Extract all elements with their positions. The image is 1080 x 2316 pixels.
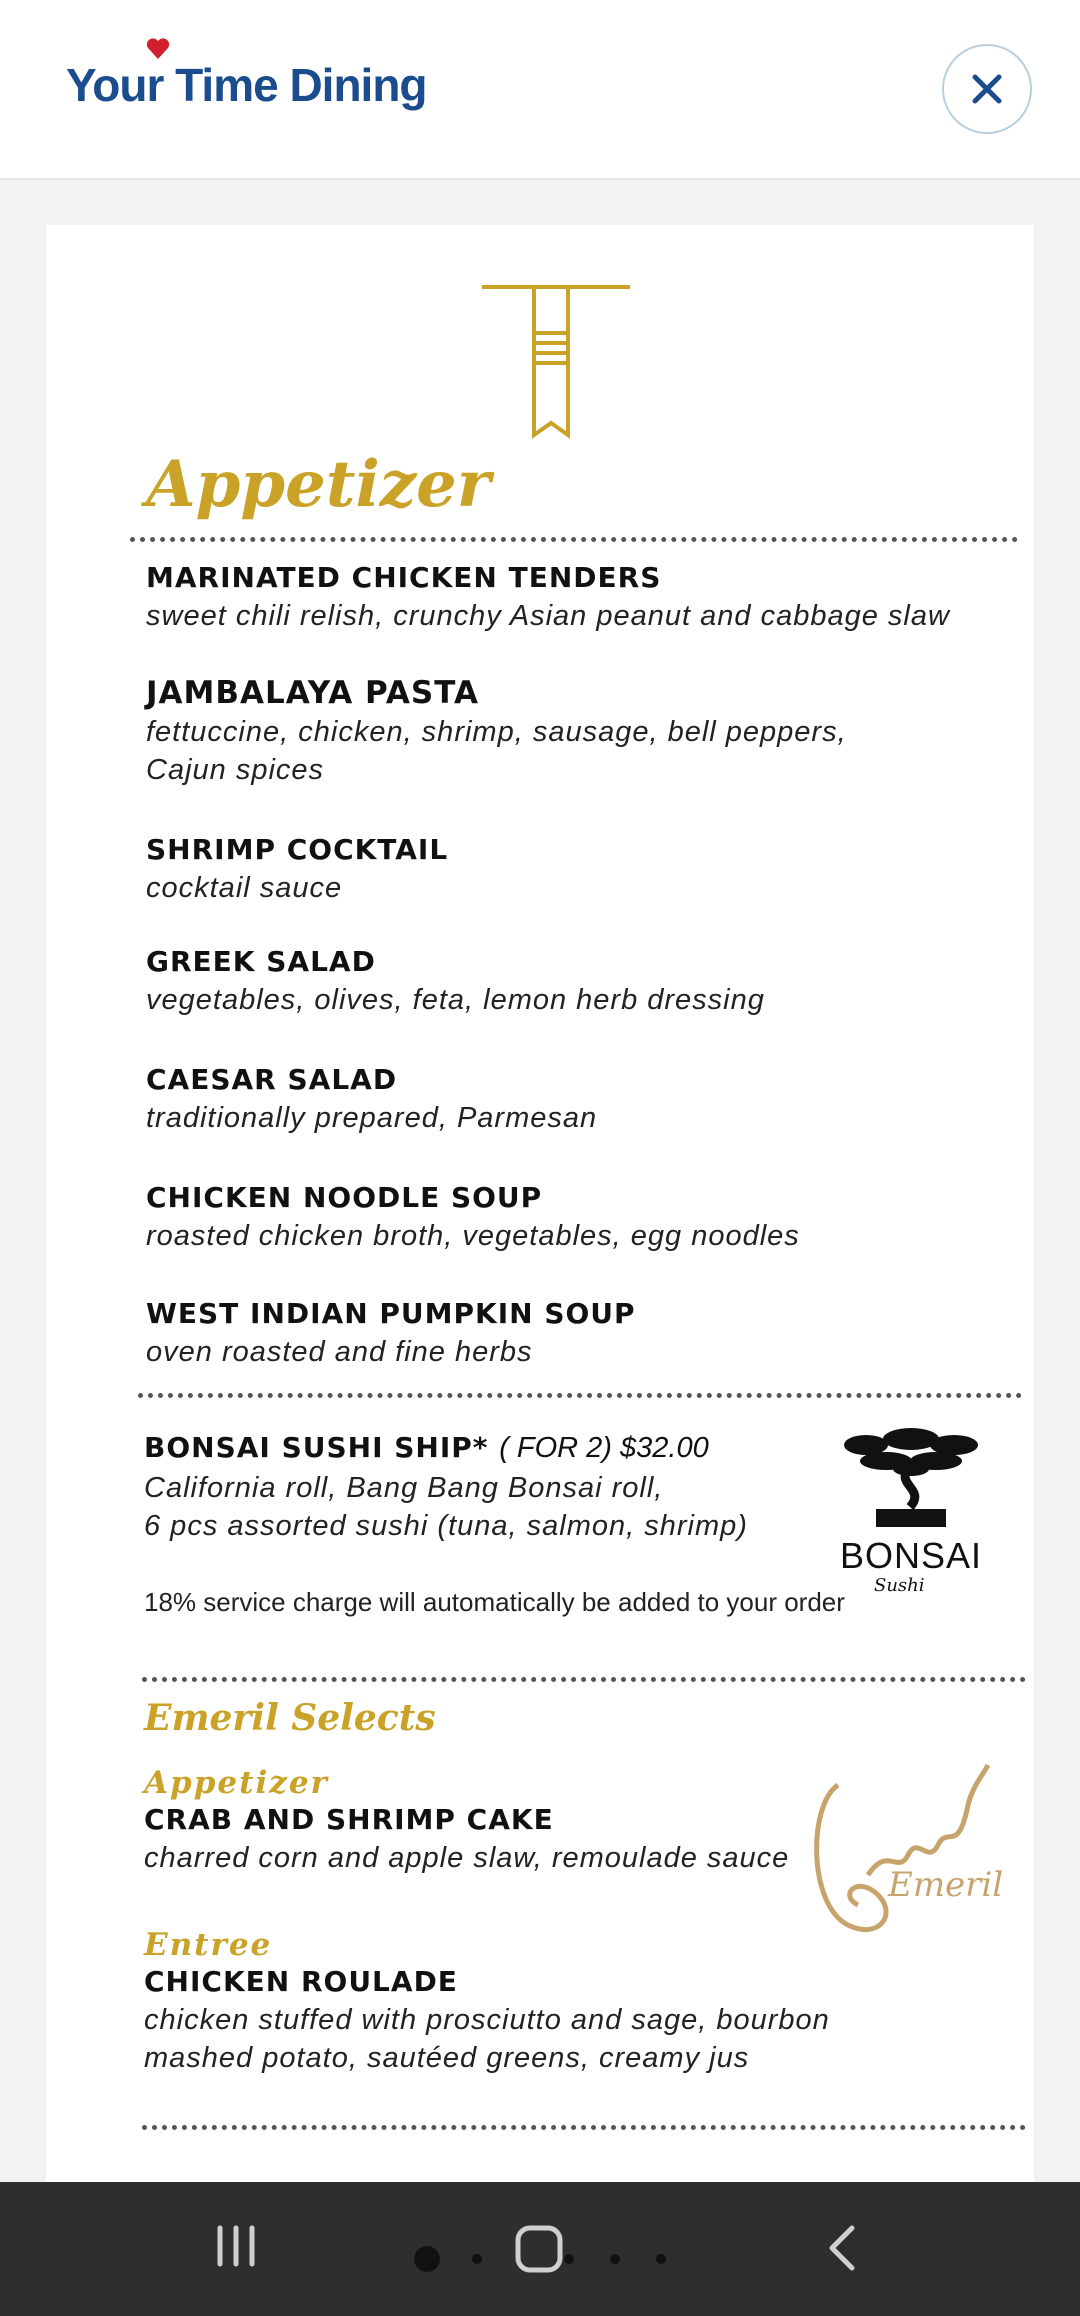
- divider: [142, 1677, 1026, 1682]
- menu-item-desc: Cajun spices: [146, 754, 325, 786]
- menu-item-name: SHRIMP COCKTAIL: [146, 833, 449, 866]
- bonsai-logo-text: BONSAI: [840, 1535, 983, 1576]
- page-indicator-dot: [414, 2246, 440, 2272]
- heart-icon: [146, 38, 170, 60]
- page-indicator-dot: [656, 2254, 666, 2264]
- menu-item-name: MARINATED CHICKEN TENDERS: [146, 561, 662, 594]
- app-title-container: [66, 58, 427, 112]
- back-icon: [822, 2224, 862, 2272]
- divider: [142, 2125, 1026, 2130]
- menu-item-name: CHICKEN NOODLE SOUP: [146, 1181, 543, 1214]
- page-indicator-dot: [610, 2254, 620, 2264]
- emeril-entree-label: Entree: [144, 1927, 273, 1963]
- close-icon: [970, 72, 1004, 106]
- menu-item-desc: traditionally prepared, Parmesan: [146, 1102, 598, 1134]
- service-charge-note: 18% service charge will automatically be added to your order: [144, 1587, 845, 1617]
- home-button[interactable]: [514, 2224, 564, 2279]
- bonsai-tree-icon: [836, 1425, 986, 1535]
- system-nav-bar: [0, 2182, 1080, 2316]
- sushi-price: ( FOR 2) $32.00: [499, 1432, 709, 1464]
- menu-card: [46, 225, 1034, 2185]
- sushi-desc: California roll, Bang Bang Bonsai roll,: [144, 1472, 664, 1504]
- menu-item-name: JAMBALAYA PASTA: [146, 675, 479, 711]
- home-icon: [514, 2224, 564, 2274]
- menu-item-name: WEST INDIAN PUMPKIN SOUP: [146, 1297, 636, 1330]
- menu-item-desc: vegetables, olives, feta, lemon herb dressing: [146, 984, 765, 1016]
- divider: [130, 537, 1018, 542]
- sushi-item-name: [144, 1431, 709, 1465]
- menu-item-desc: fettuccine, chicken, shrimp, sausage, bell peppers,: [146, 716, 847, 748]
- page-indicator-dot: [472, 2254, 482, 2264]
- menu-item-desc: oven roasted and fine herbs: [146, 1336, 533, 1368]
- emeril-appetizer-label: Appetizer: [144, 1765, 329, 1801]
- back-button[interactable]: [822, 2224, 862, 2277]
- menu-item-desc: sweet chili relish, crunchy Asian peanut and cabbage slaw: [146, 600, 950, 632]
- sushi-name: BONSAI SUSHI SHIP*: [144, 1431, 489, 1464]
- sushi-desc: 6 pcs assorted sushi (tuna, salmon, shrimp): [144, 1510, 748, 1542]
- menu-item-name: CRAB AND SHRIMP CAKE: [144, 1803, 554, 1836]
- menu-item-name: CHICKEN ROULADE: [144, 1965, 458, 1998]
- emeril-signature: [798, 1745, 1004, 1950]
- page-indicator-dot: [564, 2254, 574, 2264]
- appetizer-heading: Appetizer: [146, 447, 491, 522]
- emeril-signature-text: Emeril: [888, 1865, 1004, 1905]
- app-header: [0, 0, 1080, 180]
- close-button[interactable]: [942, 44, 1032, 134]
- menu-item-desc: cocktail sauce: [146, 872, 343, 904]
- emeril-signature-mark: [798, 1745, 998, 1945]
- menu-item-desc: charred corn and apple slaw, remoulade sauce: [144, 1842, 790, 1874]
- menu-item-name: CAESAR SALAD: [146, 1063, 398, 1096]
- recents-icon: [214, 2224, 258, 2268]
- restaurant-logo: [482, 283, 630, 441]
- menu-item-desc: chicken stuffed with prosciutto and sage, bourbon: [144, 2004, 830, 2036]
- recents-button[interactable]: [214, 2224, 258, 2273]
- bonsai-logo-subtext: Sushi: [874, 1575, 925, 1596]
- emeril-selects-heading: Emeril Selects: [144, 1697, 436, 1739]
- menu-item-desc: mashed potato, sautéed greens, creamy jus: [144, 2042, 750, 2074]
- menu-item-desc: roasted chicken broth, vegetables, egg noodles: [146, 1220, 800, 1252]
- divider: [138, 1393, 1022, 1398]
- app-title: Your Time Dining: [66, 59, 427, 111]
- menu-item-name: GREEK SALAD: [146, 945, 376, 978]
